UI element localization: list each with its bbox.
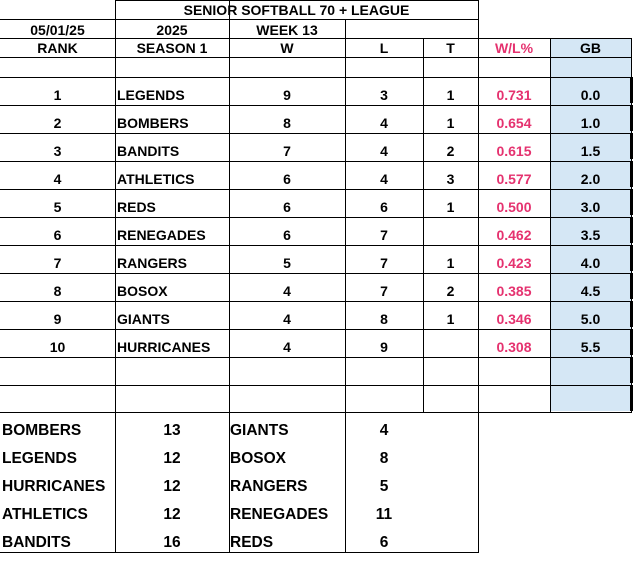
standings-gb-cell: 4.0 (580, 255, 601, 271)
week-label: WEEK 13 (256, 22, 318, 38)
standings-l-cell: 7 (380, 283, 388, 299)
matchup-home-score-cell: 12 (163, 478, 181, 495)
grid-line (0, 329, 631, 330)
standings-rank-cell: 6 (53, 227, 62, 243)
standings-t-cell: 1 (446, 115, 455, 131)
date-label: 05/01/25 (30, 22, 85, 38)
standings-w-cell: 4 (283, 283, 291, 299)
standings-pct-cell: 0.385 (496, 283, 532, 299)
standings-gb-cell: 5.5 (580, 339, 601, 355)
standings-l-cell: 3 (380, 87, 388, 103)
standings-rank-cell: 10 (49, 339, 66, 355)
grid-line (0, 273, 631, 274)
grid-line (0, 189, 631, 190)
standings-w-cell: 9 (283, 87, 291, 103)
matchup-away-cell: RANGERS (230, 478, 308, 495)
league-title: SENIOR SOFTBALL 70 + LEAGUE (183, 2, 410, 18)
standings-l-cell: 6 (380, 199, 388, 215)
grid-line (229, 0, 230, 553)
matchup-away-score-cell: 6 (379, 534, 389, 551)
grid-line (115, 0, 478, 1)
standings-w-cell: 4 (283, 311, 291, 327)
matchup-away-cell: REDS (230, 534, 274, 551)
standings-w-cell: 8 (283, 115, 291, 131)
grid-line (0, 161, 631, 162)
grid-line (0, 301, 631, 302)
standings-rank-cell: 8 (53, 283, 62, 299)
standings-w-cell: 6 (283, 171, 291, 187)
standings-t-cell: 2 (446, 283, 455, 299)
standings-gb-cell: 5.0 (580, 311, 601, 327)
matchup-home-score-cell: 16 (163, 534, 181, 551)
standings-team-cell: LEGENDS (117, 87, 185, 103)
column-header-rank: RANK (37, 40, 78, 56)
matchup-home-cell: BANDITS (2, 534, 71, 551)
column-header-w: W (280, 40, 294, 56)
standings-rank-cell: 9 (53, 311, 62, 327)
standings-l-cell: 7 (380, 227, 388, 243)
matchup-home-cell: HURRICANES (2, 478, 106, 495)
standings-gb-cell: 1.5 (580, 143, 601, 159)
grid-border (630, 357, 633, 383)
standings-gb-cell: 4.5 (580, 283, 601, 299)
matchup-home-cell: BOMBERS (2, 422, 82, 439)
standings-t-cell: 3 (446, 171, 455, 187)
matchup-away-cell: RENEGADES (230, 506, 329, 523)
column-header-t: T (446, 40, 455, 56)
grid-line (0, 105, 631, 106)
standings-gb-cell: 3.5 (580, 227, 601, 243)
standings-gb-cell: 1.0 (580, 115, 601, 131)
standings-t-cell: 1 (446, 255, 455, 271)
grid-line (0, 245, 631, 246)
standings-gb-cell: 0.0 (580, 87, 601, 103)
standings-pct-cell: 0.577 (496, 171, 532, 187)
matchup-home-cell: LEGENDS (2, 450, 77, 467)
column-header-l: L (379, 40, 389, 56)
standings-rank-cell: 3 (53, 143, 62, 159)
standings-rank-cell: 5 (53, 199, 62, 215)
matchup-home-score-cell: 13 (163, 422, 181, 439)
matchup-away-score-cell: 5 (379, 478, 389, 495)
standings-pct-cell: 0.308 (496, 339, 532, 355)
grid-line (0, 552, 478, 553)
matchup-home-score-cell: 12 (163, 506, 181, 523)
grid-line (115, 0, 116, 553)
grid-line (0, 357, 631, 358)
standings-team-cell: RANGERS (117, 255, 188, 271)
standings-rank-cell: 1 (53, 87, 62, 103)
grid-border (630, 385, 633, 411)
standings-l-cell: 9 (380, 339, 388, 355)
standings-rank-cell: 2 (53, 115, 62, 131)
column-header-pct: W/L% (494, 40, 534, 56)
grid-line (478, 0, 479, 553)
standings-team-cell: ATHLETICS (117, 171, 195, 187)
standings-team-cell: HURRICANES (117, 339, 211, 355)
matchup-away-score-cell: 8 (379, 450, 389, 467)
grid-line (0, 412, 631, 413)
year-label: 2025 (156, 22, 188, 38)
standings-t-cell: 1 (446, 199, 455, 215)
standings-gb-cell: 3.0 (580, 199, 601, 215)
grid-line (0, 385, 631, 386)
standings-l-cell: 4 (380, 115, 388, 131)
standings-pct-cell: 0.731 (496, 87, 532, 103)
matchup-away-score-cell: 4 (379, 422, 389, 439)
standings-pct-cell: 0.462 (496, 227, 532, 243)
standings-gb-cell: 2.0 (580, 171, 601, 187)
standings-t-cell: 2 (446, 143, 455, 159)
standings-pct-cell: 0.346 (496, 311, 532, 327)
standings-w-cell: 6 (283, 199, 291, 215)
standings-w-cell: 4 (283, 339, 291, 355)
grid-line (0, 57, 631, 58)
standings-pct-cell: 0.500 (496, 199, 532, 215)
standings-t-cell: 1 (446, 87, 455, 103)
standings-pct-cell: 0.423 (496, 255, 532, 271)
standings-l-cell: 4 (380, 143, 388, 159)
matchup-home-score-cell: 12 (163, 450, 181, 467)
standings-rank-cell: 4 (53, 171, 62, 187)
standings-team-cell: GIANTS (117, 311, 170, 327)
standings-team-cell: REDS (117, 199, 156, 215)
matchup-away-cell: GIANTS (230, 422, 289, 439)
column-header-season: SEASON 1 (136, 40, 208, 56)
standings-t-cell: 1 (446, 311, 455, 327)
standings-team-cell: BOSOX (117, 283, 168, 299)
column-header-gb: GB (580, 40, 601, 56)
standings-pct-cell: 0.615 (496, 143, 532, 159)
standings-w-cell: 6 (283, 227, 291, 243)
matchup-away-cell: BOSOX (230, 450, 286, 467)
standings-team-cell: BOMBERS (117, 115, 189, 131)
grid-line (0, 217, 631, 218)
standings-team-cell: BANDITS (117, 143, 180, 159)
matchup-away-score-cell: 11 (375, 506, 393, 523)
standings-pct-cell: 0.654 (496, 115, 532, 131)
matchup-home-cell: ATHLETICS (2, 506, 88, 523)
standings-l-cell: 4 (380, 171, 388, 187)
standings-w-cell: 7 (283, 143, 291, 159)
standings-team-cell: RENEGADES (117, 227, 206, 243)
grid-line (0, 38, 631, 39)
standings-w-cell: 5 (283, 255, 291, 271)
standings-l-cell: 7 (380, 255, 388, 271)
grid-line (0, 133, 631, 134)
grid-line (0, 77, 631, 78)
standings-rank-cell: 7 (53, 255, 62, 271)
grid-line (0, 19, 478, 20)
standings-l-cell: 8 (380, 311, 388, 327)
